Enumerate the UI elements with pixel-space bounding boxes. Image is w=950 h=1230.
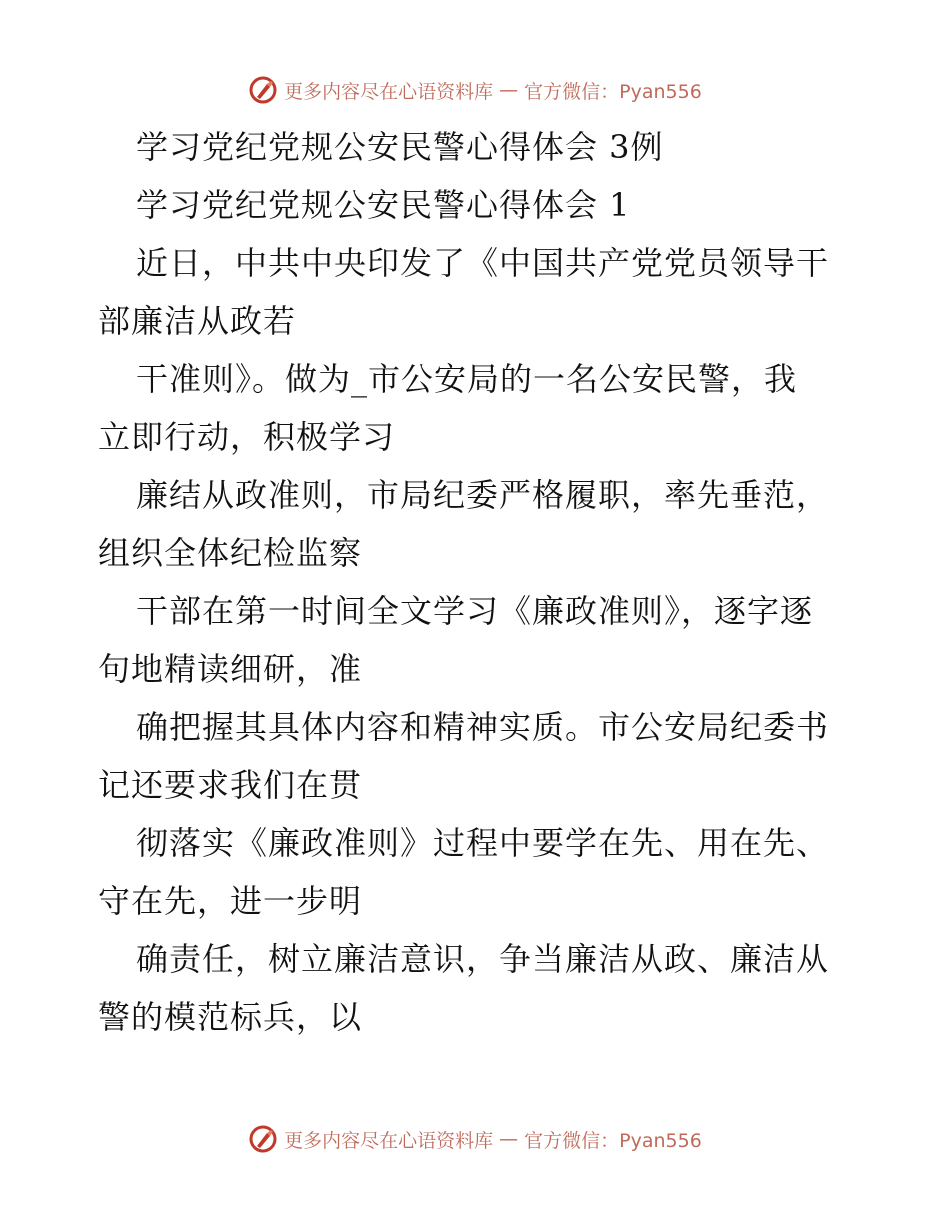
header-watermark [0, 70, 950, 110]
doc-line: 廉结从政准则，市局纪委严格履职，率先垂范， [136, 476, 830, 514]
doc-line: 彻落实《廉政准则》过程中要学在先、用在先、 [136, 824, 830, 862]
watermark-contact: 官方微信：Pyan556 [524, 80, 702, 103]
doc-line: 干部在第一时间全文学习《廉政准则》，逐字逐 [136, 592, 814, 630]
watermark-dash: — [499, 1128, 519, 1150]
watermark-dash: — [499, 79, 519, 101]
doc-line: 警的模范标兵，以 [98, 998, 363, 1036]
doc-line: 组织全体纪检监察 [98, 534, 363, 572]
doc-line: 记还要求我们在贯 [98, 766, 363, 804]
doc-line: 学习党纪党规公安民警心得体会 1 [136, 186, 631, 224]
doc-line: 学习党纪党规公安民警心得体会 3例 [136, 128, 664, 166]
document-body [98, 118, 858, 1046]
doc-line: 确把握其具体内容和精神实质。市公安局纪委书 [136, 708, 830, 746]
doc-line: 部廉洁从政若 [98, 302, 297, 340]
doc-line: 近日，中共中央印发了《中国共产党党员领导干 [136, 244, 830, 282]
watermark-text: 更多内容尽在心语资料库 [284, 80, 494, 103]
footer-watermark [0, 1119, 950, 1159]
doc-line: 句地精读细研，准 [98, 650, 363, 688]
watermark-text: 更多内容尽在心语资料库 [284, 1129, 494, 1152]
fountain-pen-logo-icon [248, 1124, 278, 1154]
doc-line: 确责任，树立廉洁意识，争当廉洁从政、廉洁从 [136, 940, 830, 978]
doc-line: 干准则》。做为_市公安局的一名公安民警，我 [136, 360, 798, 398]
watermark-contact: 官方微信：Pyan556 [524, 1129, 702, 1152]
doc-line: 守在先，进一步明 [98, 882, 363, 920]
fountain-pen-logo-icon [248, 75, 278, 105]
doc-line: 立即行动，积极学习 [98, 418, 396, 456]
